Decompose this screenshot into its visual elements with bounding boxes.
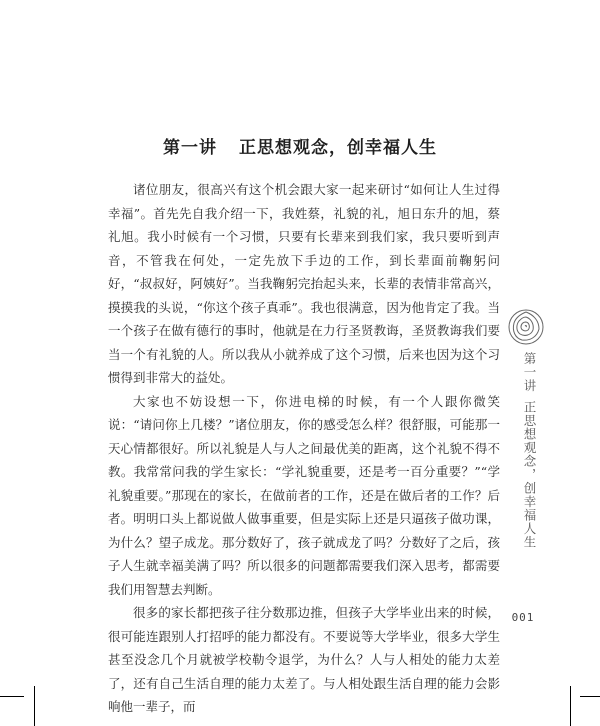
running-header-chapter: 第一讲 <box>522 352 537 393</box>
running-header-title: 正思想观念，创幸福人生 <box>522 400 537 549</box>
chapter-title <box>0 133 600 158</box>
crop-mark <box>580 696 600 697</box>
paragraph: 很多的家长都把孩子往分数那边推，但孩子大学毕业出来的时候，很可能连跟别人打招呼的能力都没有。不要说等大学毕业，很多大学生甚至没念几个月就被学校勒令退学，为什么？人与人相处的能力太差了，还有自己生活自理的能力太差了。与人相处跟生活自理的能力会影响他一辈子，而 <box>108 605 500 714</box>
crop-mark <box>34 686 35 726</box>
crop-mark <box>0 696 24 697</box>
rose-icon <box>506 307 546 347</box>
body-text <box>108 178 500 719</box>
running-header <box>514 352 538 552</box>
chapter-name: 正思想观念，创幸福人生 <box>239 138 437 159</box>
chapter-number: 第一讲 <box>163 138 217 159</box>
page-number: 001 <box>511 611 535 624</box>
crop-mark <box>570 686 571 726</box>
paragraph: 大家也不妨设想一下，你进电梯的时候，有一个人跟你微笑说：“请问你上几楼？”诸位朋友，你的感受怎么样？很舒服，可能那一天心情都很好。所以礼貌是人与人之间最优美的距离，这个礼貌不得不教。我常常问我的学生家长：“学礼貌重要，还是考一百分重要？”“学礼貌重要。”那现在的家长，在做前者的工作，还是在做后者的工作？后者。明明口头上都说做人做事重要，但是实际上还是只逼孩子做功课，为什么？望子成龙。那分数好了，孩子就成龙了吗？分数好了之后，孩子人生就幸福美满了吗？所以很多的问题都需要我们深入思考，都需要我们用智慧去判断。 <box>108 393 500 597</box>
paragraph: 诸位朋友，很高兴有这个机会跟大家一起来研讨“如何让人生过得幸福”。首先先自我介绍一下，我姓蔡，礼貌的礼，旭日东升的旭，蔡礼旭。我小时候有一个习惯，只要有长辈来到我们家，我只要听到声音，不管我在何处，一定先放下手边的工作，到长辈面前鞠躬问好，“叔叔好，阿姨好”。当我鞠躬完抬起头来，长辈的表情非常高兴，摸摸我的头说，“你这个孩子真乖”。我也很满意，因为他肯定了我。当一个孩子在做有德行的事时，他就是在力行圣贤教诲，圣贤教诲我们要当一个有礼貌的人。所以我从小就养成了这个习惯，后来也因为这个习惯得到非常大的益处。 <box>108 182 500 385</box>
